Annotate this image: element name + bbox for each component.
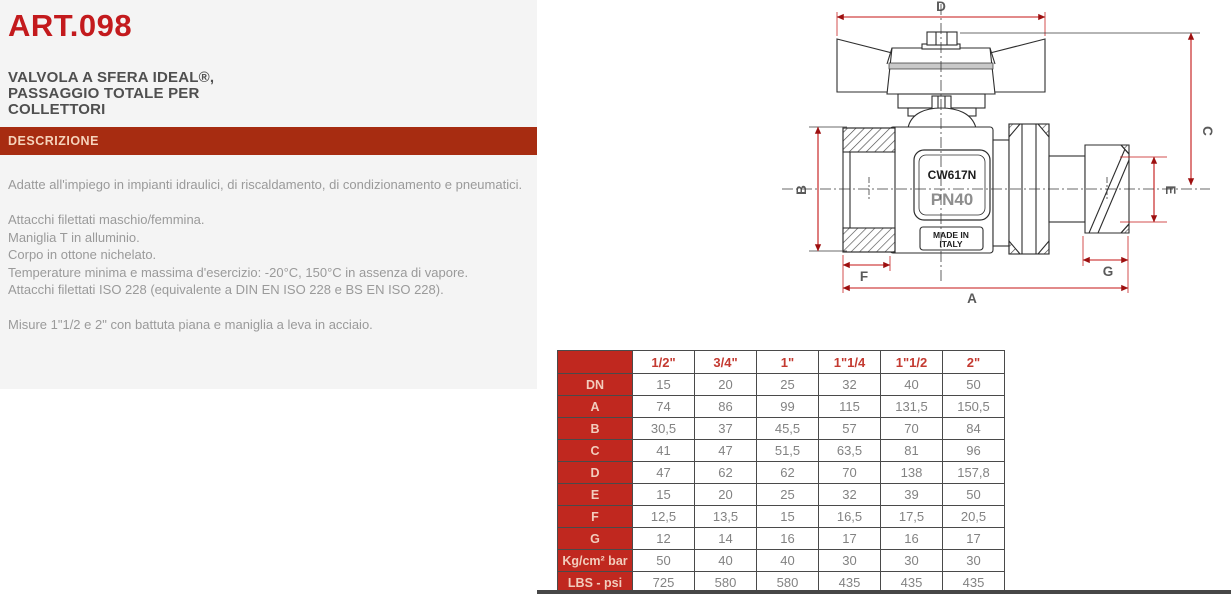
- table-cell: 40: [695, 550, 757, 572]
- description-line: Maniglia T in alluminio.: [8, 229, 140, 245]
- table-row-label: DN: [558, 374, 633, 396]
- table-cell: 435: [819, 572, 881, 594]
- made-in-marking: ITALY: [939, 239, 963, 249]
- page-title: ART.098: [8, 8, 133, 43]
- table-row-label: A: [558, 396, 633, 418]
- dim-label-g: G: [1102, 264, 1114, 279]
- table-row: [558, 506, 1005, 528]
- subtitle-line: PASSAGGIO TOTALE PER: [8, 85, 200, 102]
- table-cell: 30,5: [633, 418, 695, 440]
- table-cell: 39: [881, 484, 943, 506]
- table-cell: 47: [633, 462, 695, 484]
- table-cell: 84: [943, 418, 1005, 440]
- table-cell: 138: [881, 462, 943, 484]
- table-cell: 12,5: [633, 506, 695, 528]
- table-cell: 16,5: [819, 506, 881, 528]
- table-cell: 25: [757, 484, 819, 506]
- table-col-header: 3/4": [695, 351, 757, 374]
- table-col-header: 1"1/4: [819, 351, 881, 374]
- table-cell: 16: [881, 528, 943, 550]
- table-cell: 51,5: [757, 440, 819, 462]
- table-row-label: B: [558, 418, 633, 440]
- table-cell: 25: [757, 374, 819, 396]
- table-cell: 17,5: [881, 506, 943, 528]
- table-cell: 17: [943, 528, 1005, 550]
- table-cell: 435: [881, 572, 943, 594]
- spec-table: [557, 350, 1005, 594]
- dim-label-b: B: [794, 185, 809, 195]
- table-col-header: 2": [943, 351, 1005, 374]
- subtitle-line: VALVOLA A SFERA IDEAL®,: [8, 69, 215, 86]
- table-row: [558, 528, 1005, 550]
- dim-label-d: D: [936, 0, 946, 14]
- description-line: Attacchi filettati ISO 228 (equivalente a DIN EN ISO 228 e BS EN ISO 228).: [8, 282, 444, 297]
- description-line: Adatte all'impiego in impianti idraulici, di riscaldamento, di condizionamento e pneumatici.: [8, 177, 523, 192]
- table-cell: 32: [819, 374, 881, 396]
- alloy-marking: CW617N: [927, 168, 977, 182]
- dim-label-a: A: [967, 291, 977, 306]
- table-row: [558, 374, 1005, 396]
- table-cell: 57: [819, 418, 881, 440]
- table-cell: 15: [757, 506, 819, 528]
- table-cell: 20: [695, 484, 757, 506]
- body-collar: [993, 140, 1009, 246]
- table-row-label: D: [558, 462, 633, 484]
- table-cell: 70: [819, 462, 881, 484]
- table-col-header: 1": [757, 351, 819, 374]
- table-cell: 725: [633, 572, 695, 594]
- pn-marking: PN40: [930, 190, 974, 209]
- table-cell: 580: [757, 572, 819, 594]
- description-line: Misure 1"1/2 e 2" con battuta piana e maniglia a leva in acciaio.: [8, 317, 373, 332]
- description-text: [8, 176, 532, 334]
- table-cell: 12: [633, 528, 695, 550]
- table-cell: 20,5: [943, 506, 1005, 528]
- table-cell: 86: [695, 396, 757, 418]
- table-cell: 16: [757, 528, 819, 550]
- technical-drawing: [780, 0, 1231, 320]
- table-cell: 157,8: [943, 462, 1005, 484]
- table-cell: 435: [943, 572, 1005, 594]
- table-corner-cell: [558, 351, 633, 374]
- table-cell: 13,5: [695, 506, 757, 528]
- table-cell: 81: [881, 440, 943, 462]
- table-cell: 115: [819, 396, 881, 418]
- description-line: [8, 194, 532, 212]
- table-row: [558, 440, 1005, 462]
- table-cell: 47: [695, 440, 757, 462]
- dim-label-c: C: [1200, 126, 1215, 136]
- stem-top-nut: [927, 32, 957, 45]
- table-row-label: C: [558, 440, 633, 462]
- table-cell: 63,5: [819, 440, 881, 462]
- table-row-label: LBS - psi: [558, 572, 633, 594]
- table-cell: 62: [695, 462, 757, 484]
- table-cell: 15: [633, 484, 695, 506]
- table-cell: 20: [695, 374, 757, 396]
- description-line: Corpo in ottone nichelato.: [8, 247, 157, 262]
- table-row-label: E: [558, 484, 633, 506]
- table-cell: 62: [757, 462, 819, 484]
- table-row-label: G: [558, 528, 633, 550]
- table-cell: 45,5: [757, 418, 819, 440]
- table-row: [558, 396, 1005, 418]
- table-cell: 37: [695, 418, 757, 440]
- info-panel: [0, 0, 537, 389]
- table-header-row: [558, 351, 1005, 374]
- table-row: [558, 550, 1005, 572]
- table-cell: 30: [819, 550, 881, 572]
- table-cell: 96: [943, 440, 1005, 462]
- table-row-label: F: [558, 506, 633, 528]
- table-cell: 40: [881, 374, 943, 396]
- dim-label-e: E: [1163, 185, 1178, 195]
- handle-right-wing: [990, 39, 1045, 92]
- made-in-marking: MADE IN: [933, 230, 969, 240]
- handle-left-wing: [837, 39, 892, 92]
- valve-body-group: [837, 32, 1129, 254]
- table-cell: 41: [633, 440, 695, 462]
- subtitle-line: COLLETTORI: [8, 101, 106, 118]
- table-cell: 30: [943, 550, 1005, 572]
- table-cell: 580: [695, 572, 757, 594]
- table-cell: 30: [881, 550, 943, 572]
- table-row-label: Kg/cm² bar: [558, 550, 633, 572]
- table-row: [558, 462, 1005, 484]
- table-col-header: 1/2": [633, 351, 695, 374]
- table-cell: 14: [695, 528, 757, 550]
- table-cell: 50: [943, 374, 1005, 396]
- description-line: Attacchi filettati maschio/femmina.: [8, 212, 205, 227]
- table-cell: 50: [633, 550, 695, 572]
- table-cell: 74: [633, 396, 695, 418]
- table-cell: 99: [757, 396, 819, 418]
- table-col-header: 1"1/2: [881, 351, 943, 374]
- table-cell: 40: [757, 550, 819, 572]
- table-cell: 150,5: [943, 396, 1005, 418]
- table-cell: 50: [943, 484, 1005, 506]
- spec-table-body: [558, 351, 1005, 594]
- table-cell: 131,5: [881, 396, 943, 418]
- table-cell: 32: [819, 484, 881, 506]
- table-cell: 15: [633, 374, 695, 396]
- bottom-rule: [537, 590, 1231, 594]
- table-row: [558, 418, 1005, 440]
- table-cell: 17: [819, 528, 881, 550]
- description-section-banner: DESCRIZIONE: [0, 127, 537, 155]
- table-row: [558, 484, 1005, 506]
- product-subtitle: [8, 70, 214, 118]
- description-line: [8, 299, 532, 317]
- dim-label-f: F: [859, 269, 869, 284]
- description-line: Temperature minima e massima d'esercizio: -20°C, 150°C in assenza di vapore.: [8, 264, 469, 280]
- table-cell: 70: [881, 418, 943, 440]
